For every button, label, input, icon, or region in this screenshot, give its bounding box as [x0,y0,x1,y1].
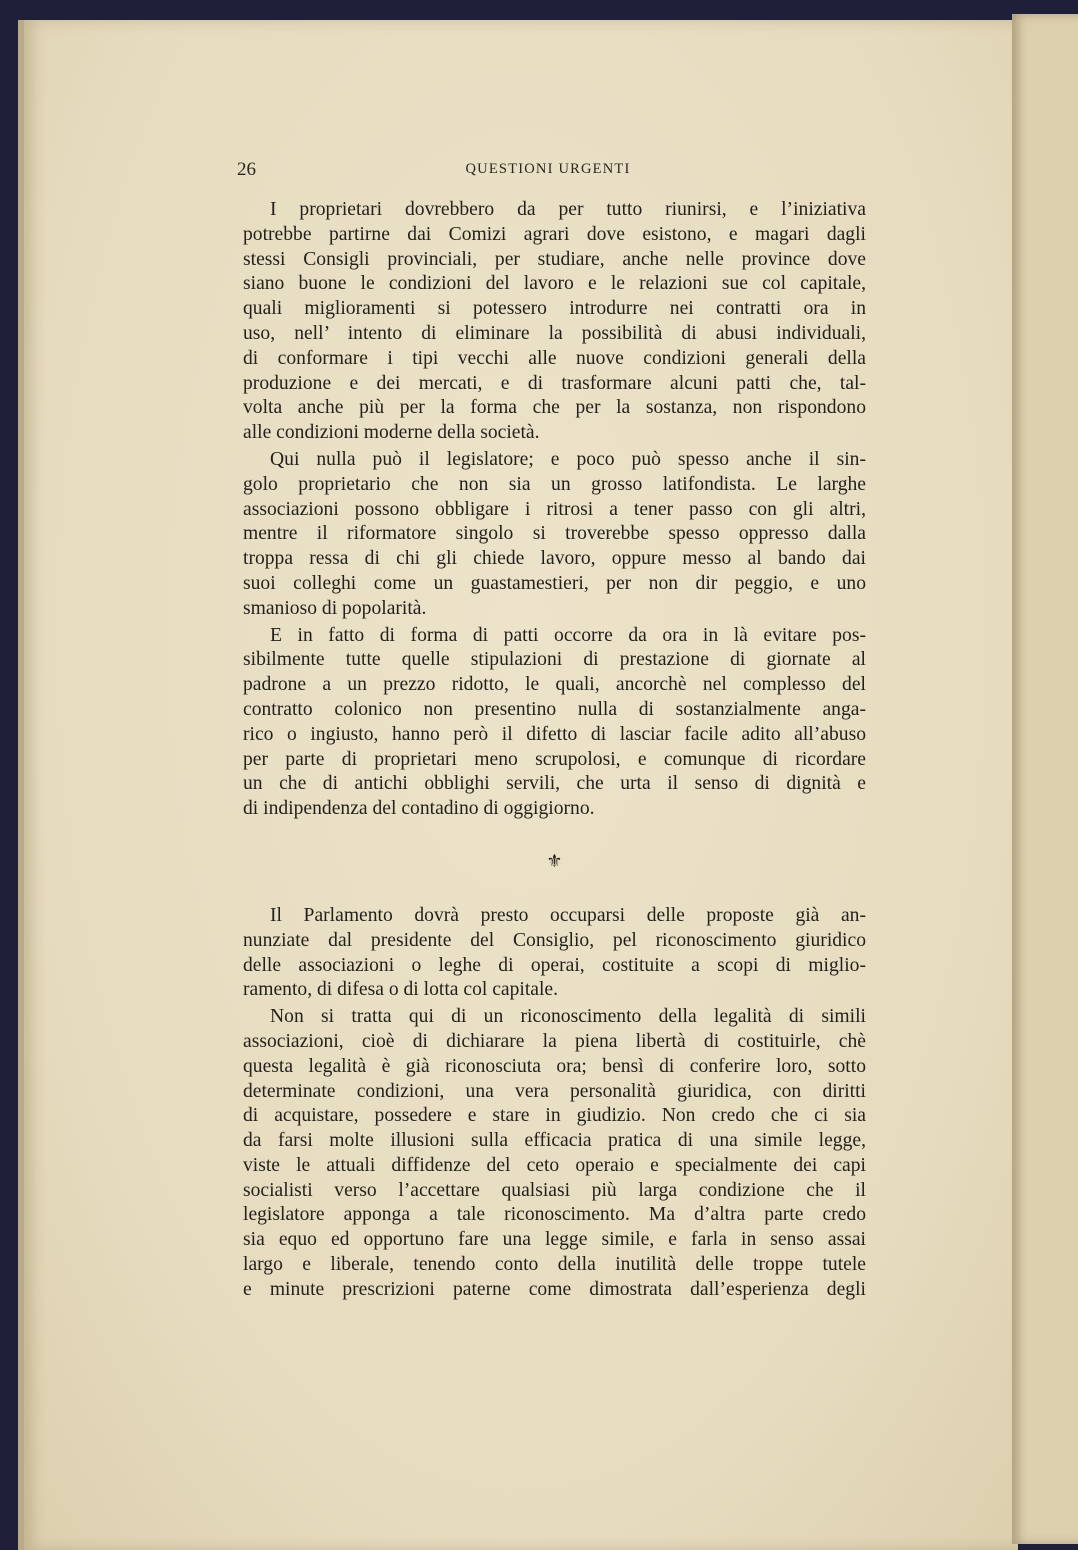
text-line: volta anche più per la forma che per la sostanza, non rispondono [243,397,866,419]
section-2 [243,904,866,1303]
text-line: Qui nulla può il legislatore; e poco può spesso anche il sin- [270,448,866,470]
paragraph [243,1005,866,1303]
text-line: associazioni possono obbligare i ritrosi a tener passo con gli altri, [243,498,866,520]
fleuron-ornament-icon: ⚜ [546,850,563,871]
text-line: e minute prescrizioni paterne come dimostrata dall’esperienza degli [243,1278,866,1300]
text-line: mentre il riformatore singolo si troverebbe spesso oppresso dalla [243,523,866,545]
text-line: determinate condizioni, una vera personalità giuridica, con diritti [243,1080,866,1102]
text-line: produzione e dei mercati, e di trasformare alcuni patti che, tal- [243,372,866,394]
body-text [243,198,866,1305]
text-line: quali miglioramenti si potessero introdurre nei contratti ora in [243,298,866,320]
text-line: viste le attuali diffidenze del ceto operaio e specialmente dei capi [243,1154,866,1176]
text-line: ramento, di difesa o di lotta col capitale. [243,979,559,1001]
text-line: troppa ressa di chi gli chiede lavoro, oppure messo al bando dai [243,548,866,570]
text-line: golo proprietario che non sia un grosso latifondista. Le larghe [243,473,866,495]
text-line: associazioni, cioè di dichiarare la piena libertà di costituirle, chè [243,1030,866,1052]
text-line: padrone a un prezzo ridotto, le quali, ancorchè nel complesso del [243,674,866,696]
text-line: di acquistare, possedere e stare in giudizio. Non credo che ci sia [243,1105,866,1127]
text-line: per parte di proprietari meno scrupolosi, e comunque di ricordare [243,748,866,770]
text-line: Non si tratta qui di un riconoscimento della legalità di simili [270,1006,866,1028]
text-line: delle associazioni o leghe di operai, costituite a scopi di miglio- [243,954,866,976]
text-line: un che di antichi obblighi servili, che urta il senso di dignità e [243,773,866,795]
text-line: E in fatto di forma di patti occorre da ora in là evitare pos- [270,624,866,646]
text-line: suoi colleghi come un guastamestieri, per non dir peggio, e uno [243,572,866,594]
text-line: questa legalità è già riconosciuta ora; bensì di conferire loro, sotto [243,1055,866,1077]
text-line: rico o ingiusto, hanno però il difetto di lasciar facile adito all’abuso [243,723,866,745]
text-line: nunziate dal presidente del Consiglio, pel riconoscimento giuridico [243,929,866,951]
text-line: socialisti verso l’accettare qualsiasi più larga condizione che il [243,1179,866,1201]
running-title: QUESTIONI URGENTI [465,161,631,177]
text-line: sia equo ed opportuno fare una legge simile, e farla in senso assai [243,1229,866,1251]
text-line: di indipendenza del contadino di oggigiorno. [243,798,595,820]
text-line: sibilmente tutte quelle stipulazioni di prestazione di giornate al [243,649,866,671]
text-line: di conformare i tipi vecchi alle nuove condizioni generali della [243,347,866,369]
text-line: potrebbe partirne dai Comizi agrari dove esistono, e magari dagli [243,223,866,245]
text-line: contratto colonico non presentino nulla di sostanzialmente anga- [243,698,866,720]
text-line: uso, nell’ intento di eliminare la possibilità di abusi individuali, [243,322,866,344]
text-line: Il Parlamento dovrà presto occuparsi delle proposte già an- [270,904,866,926]
page-number: 26 [237,159,256,180]
paragraph [243,448,866,622]
text-line: smanioso di popolarità. [243,597,427,619]
section-1 [243,198,866,822]
paragraph [243,198,866,446]
text-line: largo e liberale, tenendo conto della inutilità delle troppe tutele [243,1254,866,1276]
text-line: alle condizioni moderne della società. [243,422,540,444]
next-page-edge [1012,14,1078,1544]
text-line: da farsi molte illusioni sulla efficacia pratica di una simile legge, [243,1130,866,1152]
text-line: I proprietari dovrebbero da per tutto riunirsi, e l’iniziativa [270,199,866,220]
text-line: siano buone le condizioni del lavoro e le relazioni sue col capitale, [243,273,866,295]
text-line: legislatore apponga a tale riconoscimento. Ma d’altra parte credo [243,1204,866,1226]
paragraph [243,904,866,1003]
paragraph [243,624,866,822]
text-line: stessi Consigli provinciali, per studiare, anche nelle province dove [243,248,866,270]
